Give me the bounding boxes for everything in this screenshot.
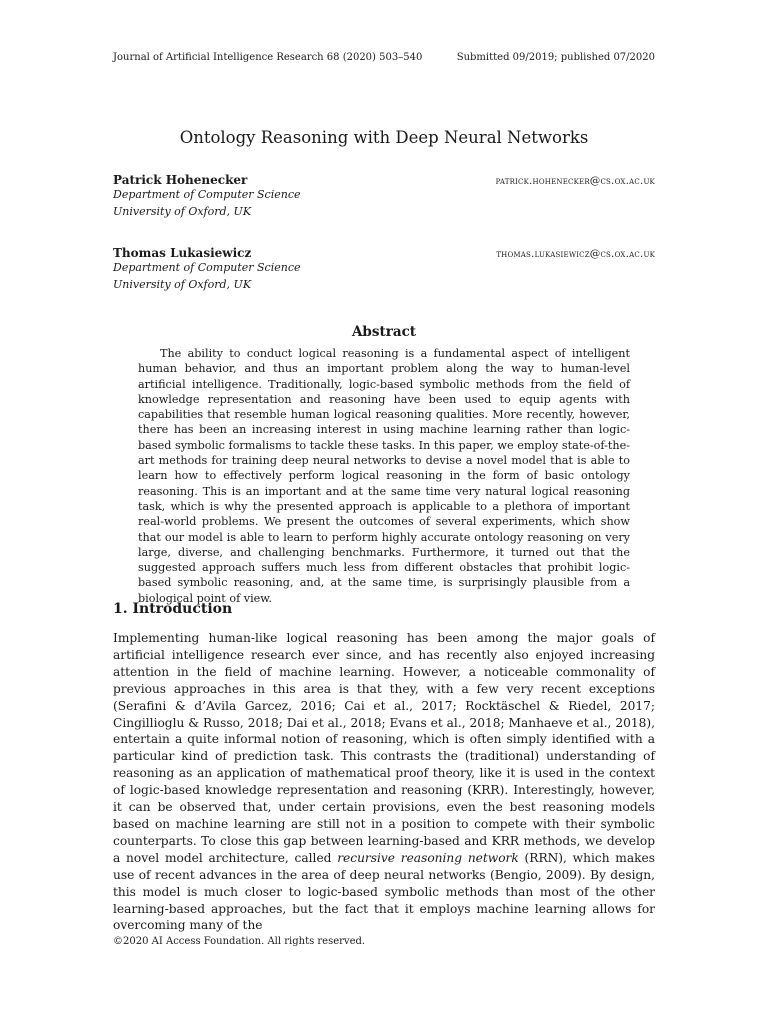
author-name: Thomas Lukasiewicz: [113, 246, 252, 260]
author-name: Patrick Hohenecker: [113, 173, 248, 187]
author-department: Department of Computer Science: [113, 188, 301, 201]
intro-text-part-1: Implementing human-like logical reasoning has been among the major goals of artificial intelligence research ever since, and has recently also enjoyed increasing attention in the field of machine learning. However, a noticeable commonality of previous approaches in this area is that they, with a few very recent exceptions (Serafini & d’Avila Garcez, 2016; Cai et al., 2017; Rocktäschel & Riedel, 2017; Cingillioglu & Russo, 2018; Dai et al., 2018; Evans et al., 2018; Manhaeve et al., 2018), entertain a quite informal notion of reasoning, which is often simply identified with a particular kind of prediction task. This contrasts the (traditional) understanding of reasoning as an application of mathematical proof theory, like it is used in the context of logic-based knowledge representation and reasoning (KRR). Interestingly, however, it can be observed that, under certain provisions, even the best reasoning models based on machine learning are still not in a position to compete with their symbolic counterparts. To close this gap between learning-based and KRR methods, we develop a novel model architecture, called: [113, 631, 655, 865]
author-institution: University of Oxford, UK: [113, 204, 252, 218]
paper-title: Ontology Reasoning with Deep Neural Networks: [179, 128, 589, 147]
introduction-paragraph: [113, 630, 655, 934]
author-block-1: [113, 173, 655, 220]
author-institution: University of Oxford, UK: [113, 277, 252, 291]
author-department: Department of Computer Science: [113, 261, 301, 274]
submission-dates: Submitted 09/2019; published 07/2020: [456, 52, 655, 63]
author-email: thomas.lukasiewicz@cs.ox.ac.uk: [496, 248, 655, 260]
intro-emphasis: recursive reasoning network: [337, 850, 519, 865]
journal-citation: Journal of Artificial Intelligence Research 68 (2020) 503–540: [113, 52, 423, 63]
section-heading-introduction: 1. Introduction: [113, 601, 233, 617]
copyright-footer: ©2020 AI Access Foundation. All rights reserved.: [113, 936, 366, 947]
abstract-heading: Abstract: [351, 324, 417, 340]
running-header: [113, 52, 655, 63]
intro-text-part-2: (RRN), which makes use of recent advances in the area of deep neural networks (Bengio, 2009). By design, this model is much closer to logic-based symbolic methods than most of the other learning-based approaches, but the fact that it employs machine learning allows for overcoming many of the: [113, 850, 655, 933]
author-email: patrick.hohenecker@cs.ox.ac.uk: [495, 175, 655, 187]
author-block-2: [113, 246, 655, 293]
abstract-text: The ability to conduct logical reasoning is a fundamental aspect of intelligent human behavior, and thus an important problem along the way to human-level artificial intelligence. Traditionally, logic-based symbolic methods from the field of knowledge representation and reasoning have been used to equip agents with capabilities that resemble human logical reasoning qualities. More recently, however, there has been an increasing interest in using machine learning rather than logic-based symbolic formalisms to tackle these tasks. In this paper, we employ state-of-the-art methods for training deep neural networks to devise a novel model that is able to learn how to effectively perform logical reasoning in the form of basic ontology reasoning. This is an important and at the same time very natural logical reasoning task, which is why the presented approach is applicable to a plethora of important real-world problems. We present the outcomes of several experiments, which show that our model is able to learn to perform highly accurate ontology reasoning on very large, diverse, and challenging benchmarks. Furthermore, it turned out that the suggested approach suffers much less from different obstacles that prohibit logic-based symbolic reasoning, and, at the same time, is surprisingly plausible from a biological point of view.: [138, 347, 630, 605]
